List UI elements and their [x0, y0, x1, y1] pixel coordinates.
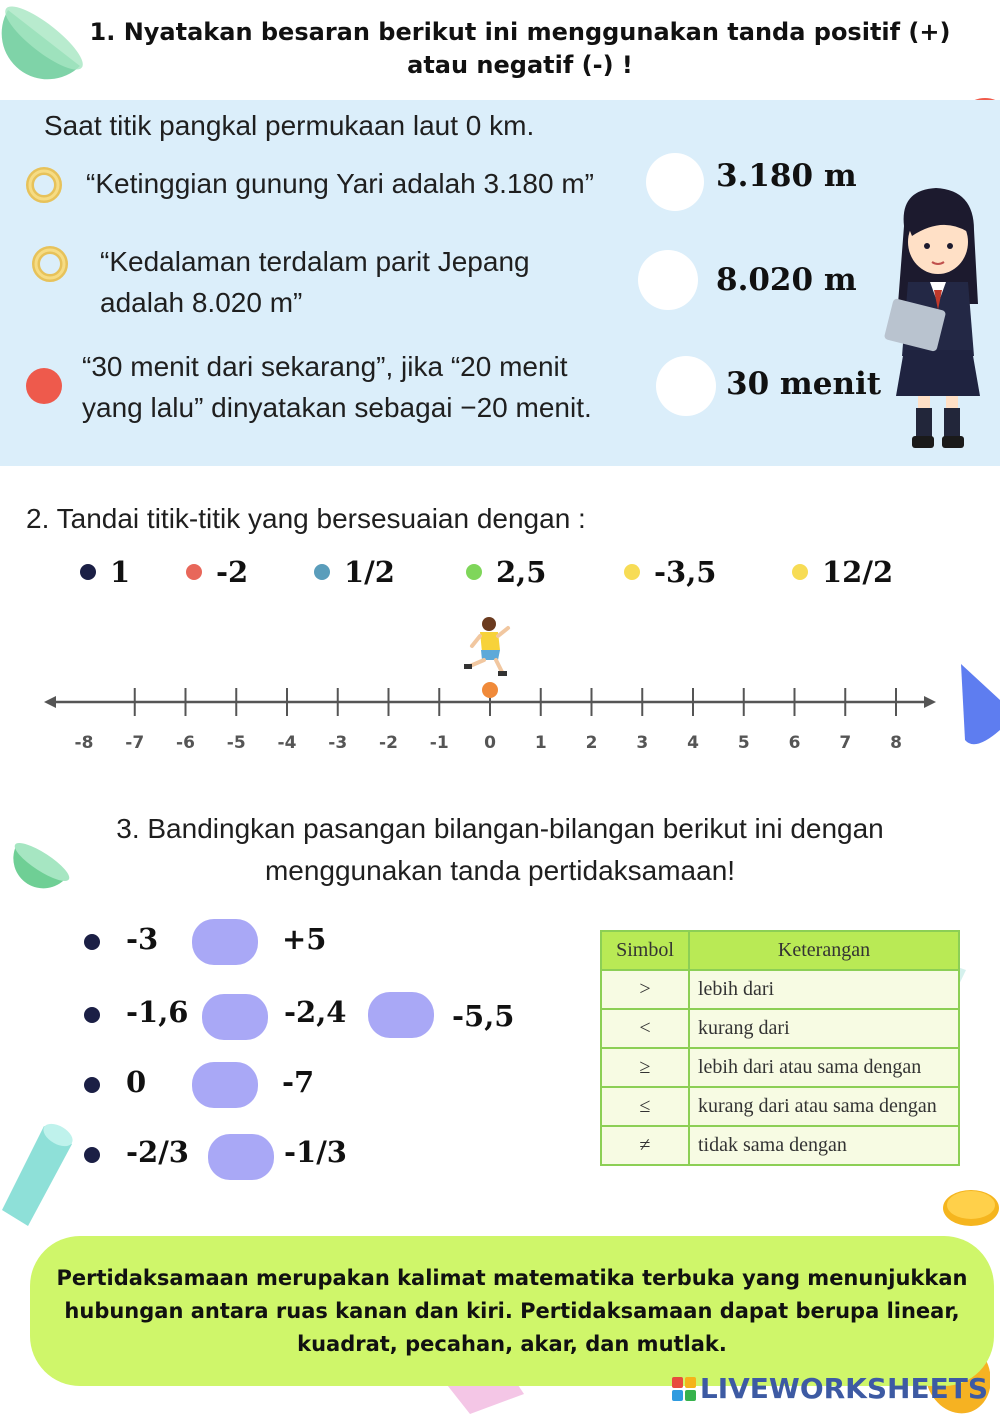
- comparison-bullet: [84, 1007, 100, 1023]
- number-line-tick-label: 0: [484, 733, 496, 753]
- table-header-row: [601, 931, 959, 970]
- runner-illustration: [464, 617, 508, 676]
- question-1-title: [60, 16, 980, 82]
- table-cell-description: lebih dari atau sama dengan: [689, 1048, 959, 1087]
- statement-2-line-1: “Kedalaman terdalam parit Jepang: [100, 246, 530, 277]
- number-line-tick-label: 1: [534, 733, 547, 753]
- statement-3-line-1: “30 menit dari sekarang”, jika “20 menit: [82, 351, 568, 382]
- right-arrow-icon: [924, 696, 936, 708]
- table-cell-symbol: ≠: [601, 1126, 689, 1165]
- number-line-tick-label: -7: [125, 733, 145, 753]
- table-cell-symbol: <: [601, 1009, 689, 1048]
- number-line-tick-label: 6: [788, 733, 801, 753]
- legend-label: 1: [110, 555, 131, 589]
- table-row: [601, 1087, 959, 1126]
- table-cell-symbol: >: [601, 970, 689, 1009]
- table-cell-description: lebih dari: [689, 970, 959, 1009]
- legend-label: 12/2: [822, 555, 894, 589]
- answer-blank-1[interactable]: [646, 153, 704, 211]
- teal-cylinder-decoration: [0, 1120, 80, 1230]
- table-header-symbol: Simbol: [601, 931, 689, 970]
- question-1-intro: Saat titik pangkal permukaan laut 0 km.: [44, 110, 535, 141]
- legend-label: 1/2: [344, 555, 395, 589]
- quantity-2: 8.020 m: [716, 262, 857, 298]
- statement-3-line-2: yang lalu” dinyatakan sebagai −20 menit.: [82, 392, 592, 423]
- quantity-1: 3.180 m: [716, 158, 857, 194]
- donut-bullet-icon: [26, 167, 62, 203]
- quantity-3: 30 menit: [726, 366, 882, 402]
- definition-text: [30, 1262, 994, 1361]
- legend-item: [624, 555, 717, 589]
- legend-item: [792, 555, 893, 589]
- number-line-tick-label: -6: [176, 733, 195, 753]
- legend-item: [80, 555, 130, 589]
- donut-bullet-icon: [32, 246, 68, 282]
- comparison-value: -1/3: [284, 1135, 347, 1169]
- inequality-answer-blank[interactable]: [208, 1134, 274, 1180]
- liveworksheets-logo[interactable]: [672, 1372, 988, 1405]
- question-3-title: [60, 808, 940, 892]
- number-line-tick-label: 2: [585, 733, 598, 753]
- number-line-tick-label: 7: [839, 733, 852, 753]
- question-3-title-line-1: 3. Bandingkan pasangan bilangan-bilangan berikut ini dengan: [116, 813, 884, 844]
- legend-dot: [80, 564, 96, 580]
- table-row: [601, 1048, 959, 1087]
- legend-label: -3,5: [654, 555, 717, 589]
- table-row: [601, 1009, 959, 1048]
- comparison-value: -2,4: [284, 995, 347, 1029]
- table-cell-description: kurang dari atau sama dengan: [689, 1087, 959, 1126]
- inequality-symbol-table: [600, 930, 960, 1166]
- legend-item: [466, 555, 546, 589]
- number-line-tick-label: -4: [277, 733, 297, 753]
- inequality-answer-blank[interactable]: [368, 992, 434, 1038]
- legend-item: [186, 555, 248, 589]
- statement-1-text: “Ketinggian gunung Yari adalah 3.180 m”: [86, 168, 594, 199]
- table-cell-description: tidak sama dengan: [689, 1126, 959, 1165]
- legend-label: -2: [216, 555, 249, 589]
- table-header-description: Keterangan: [689, 931, 959, 970]
- question-3-title-line-2: menggunakan tanda pertidaksamaan!: [264, 855, 736, 886]
- number-line-tick-label: 8: [890, 733, 902, 753]
- number-line-tick-label: 3: [636, 733, 649, 753]
- comparison-value: 0: [126, 1065, 147, 1099]
- definition-line-2: hubungan antara ruas kanan dan kiri. Pertidaksamaan dapat berupa linear,: [64, 1299, 960, 1323]
- question-1-title-line-1: 1. Nyatakan besaran berikut ini menggunakan tanda positif (+): [89, 18, 951, 46]
- table-cell-symbol: ≤: [601, 1087, 689, 1126]
- number-line-tick-label: -5: [226, 733, 246, 753]
- legend-dot: [792, 564, 808, 580]
- comparison-value: +5: [282, 922, 327, 956]
- legend-dot: [624, 564, 640, 580]
- answer-blank-2[interactable]: [638, 250, 698, 310]
- table-row: [601, 970, 959, 1009]
- number-line-tick-label: -8: [74, 733, 94, 753]
- comparison-value: -2/3: [126, 1135, 189, 1169]
- table-row: [601, 1126, 959, 1165]
- statement-2-line-2: adalah 8.020 m”: [100, 287, 303, 318]
- definition-line-1: Pertidaksamaan merupakan kalimat matematika terbuka yang menunjukkan: [56, 1266, 968, 1290]
- number-line-tick-label: -3: [328, 733, 348, 753]
- red-ball-bullet-icon: [24, 366, 64, 406]
- number-line-tick-label: 4: [687, 733, 699, 753]
- legend-dot: [186, 564, 202, 580]
- legend-item: [314, 555, 395, 589]
- question-1-title-line-2: atau negatif (-) !: [407, 51, 633, 79]
- legend-label: 2,5: [496, 555, 547, 589]
- definition-line-3: kuadrat, pecahan, akar, dan mutlak.: [297, 1332, 727, 1356]
- comparison-value: -5,5: [452, 999, 515, 1033]
- answer-blank-3[interactable]: [656, 356, 716, 416]
- question-2-title: 2. Tandai titik-titik yang bersesuaian dengan :: [26, 503, 586, 534]
- comparison-bullet: [84, 1147, 100, 1163]
- comparison-value: -3: [126, 922, 159, 956]
- inequality-answer-blank[interactable]: [192, 919, 258, 965]
- comparison-value: -1,6: [126, 995, 189, 1029]
- number-line-tick-label: -1: [429, 733, 449, 753]
- number-line-tick-label: 5: [737, 733, 750, 753]
- gold-coin-decoration: [942, 1186, 1000, 1230]
- left-arrow-icon: [44, 696, 56, 708]
- inequality-answer-blank[interactable]: [202, 994, 268, 1040]
- liveworksheets-icon: [672, 1377, 696, 1401]
- comparison-value: -7: [282, 1065, 315, 1099]
- comparison-bullet: [84, 1077, 100, 1093]
- schoolgirl-illustration: [882, 186, 992, 454]
- number-line-marker: [482, 682, 498, 698]
- table-cell-symbol: ≥: [601, 1048, 689, 1087]
- legend-dot: [466, 564, 482, 580]
- number-line-tick-label: -2: [379, 733, 398, 753]
- comparison-bullet: [84, 934, 100, 950]
- legend-dot: [314, 564, 330, 580]
- liveworksheets-wordmark: LIVEWORKSHEETS: [699, 1372, 988, 1405]
- table-cell-description: kurang dari: [689, 1009, 959, 1048]
- inequality-answer-blank[interactable]: [192, 1062, 258, 1108]
- number-line[interactable]: [0, 610, 1000, 760]
